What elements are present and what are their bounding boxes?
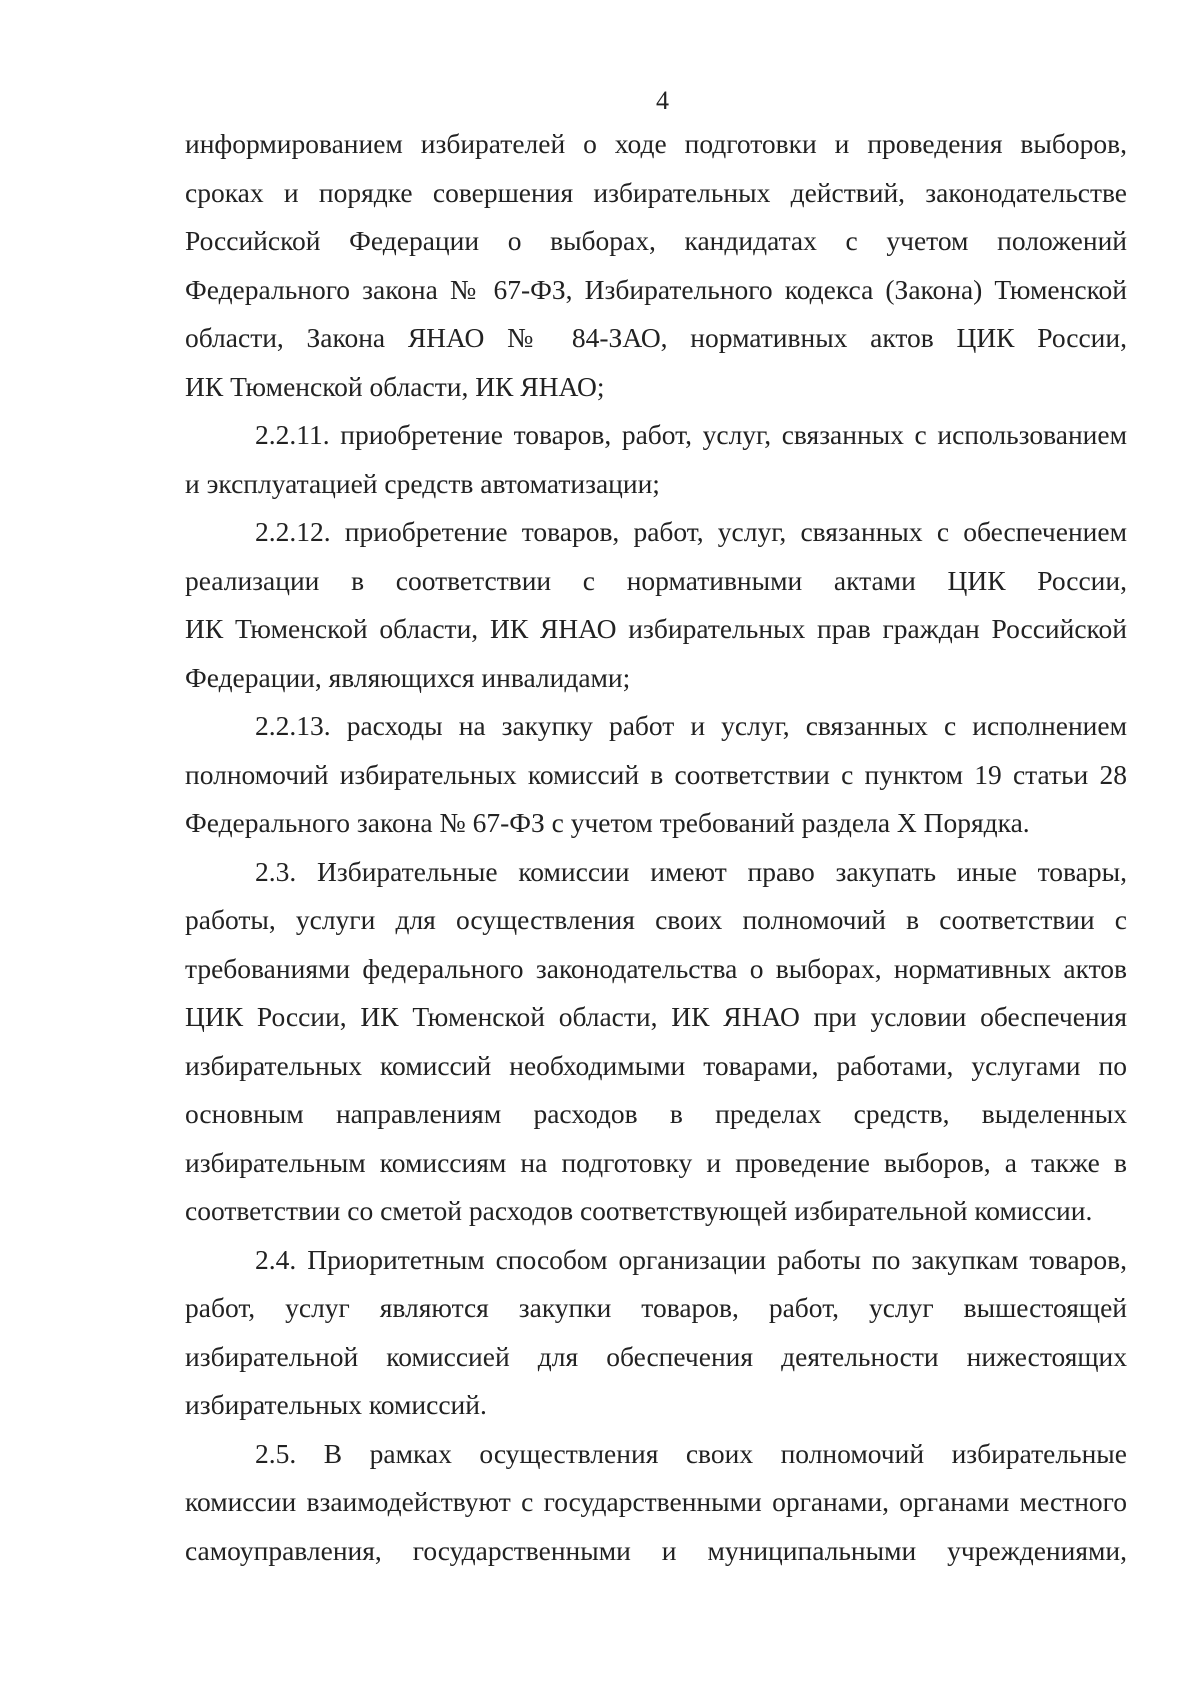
text-line: сроках и порядке совершения избирательных действий, законодательстве bbox=[185, 176, 1127, 208]
text-line: области, Закона ЯНАО № 84-ЗАО, нормативных актов ЦИК России, bbox=[185, 322, 1127, 353]
text-line: Федерального закона № 67-ФЗ с учетом требований раздела X Порядка. bbox=[185, 807, 1030, 838]
text-line: полномочий избирательных комиссий в соответствии с пунктом 19 статьи 28 bbox=[185, 758, 1127, 790]
page-number: 4 bbox=[656, 86, 669, 115]
text-line: 2.4. Приоритетным способом организации работы по закупкам товаров, bbox=[255, 1243, 1127, 1275]
text-line: избирательной комиссией для обеспечения деятельности нижестоящих bbox=[185, 1340, 1127, 1372]
text-line: Федерального закона № 67-ФЗ, Избирательного кодекса (Закона) Тюменской bbox=[185, 273, 1127, 305]
text-line: 2.2.13. расходы на закупку работ и услуг, связанных с исполнением bbox=[255, 710, 1127, 741]
text-line: Федерации, являющихся инвалидами; bbox=[185, 661, 631, 693]
text-line: избирательным комиссиям на подготовку и проведение выборов, а также в bbox=[185, 1146, 1127, 1178]
text-line: работ, услуг являются закупки товаров, работ, услуг вышестоящей bbox=[185, 1292, 1127, 1323]
text-line: избирательных комиссий необходимыми товарами, работами, услугами по bbox=[185, 1049, 1127, 1081]
text-line: основным направлениям расходов в пределах средств, выделенных bbox=[185, 1098, 1127, 1129]
text-line: 2.2.11. приобретение товаров, работ, услуг, связанных с использованием bbox=[255, 419, 1127, 450]
text-line: реализации в соответствии с нормативными актами ЦИК России, bbox=[185, 564, 1127, 596]
text-line: комиссии взаимодействуют с государственными органами, органами местного bbox=[185, 1486, 1127, 1517]
text-line: ЦИК России, ИК Тюменской области, ИК ЯНАО при условии обеспечения bbox=[185, 1001, 1127, 1032]
text-line: Российской Федерации о выборах, кандидатах с учетом положений bbox=[185, 225, 1127, 256]
text-line: информированием избирателей о ходе подготовки и проведения выборов, bbox=[185, 128, 1127, 159]
text-line: работы, услуги для осуществления своих полномочий в соответствии с bbox=[185, 904, 1127, 935]
text-line: 2.3. Избирательные комиссии имеют право закупать иные товары, bbox=[255, 855, 1127, 887]
text-line: избирательных комиссий. bbox=[185, 1389, 487, 1420]
text-line: требованиями федерального законодательства о выборах, нормативных актов bbox=[185, 952, 1127, 984]
text-line: 2.5. В рамках осуществления своих полномочий избирательные bbox=[255, 1437, 1127, 1469]
text-line: ИК Тюменской области, ИК ЯНАО избирательных прав граждан Российской bbox=[185, 613, 1127, 644]
text-line: ИК Тюменской области, ИК ЯНАО; bbox=[185, 370, 605, 402]
text-line: и эксплуатацией средств автоматизации; bbox=[185, 467, 660, 499]
document-body bbox=[185, 120, 1127, 1575]
text-line: 2.2.12. приобретение товаров, работ, услуг, связанных с обеспечением bbox=[255, 516, 1127, 547]
text-line: самоуправления, государственными и муниципальными учреждениями, bbox=[185, 1534, 1127, 1566]
text-line: соответствии со сметой расходов соответствующей избирательной комиссии. bbox=[185, 1195, 1093, 1226]
